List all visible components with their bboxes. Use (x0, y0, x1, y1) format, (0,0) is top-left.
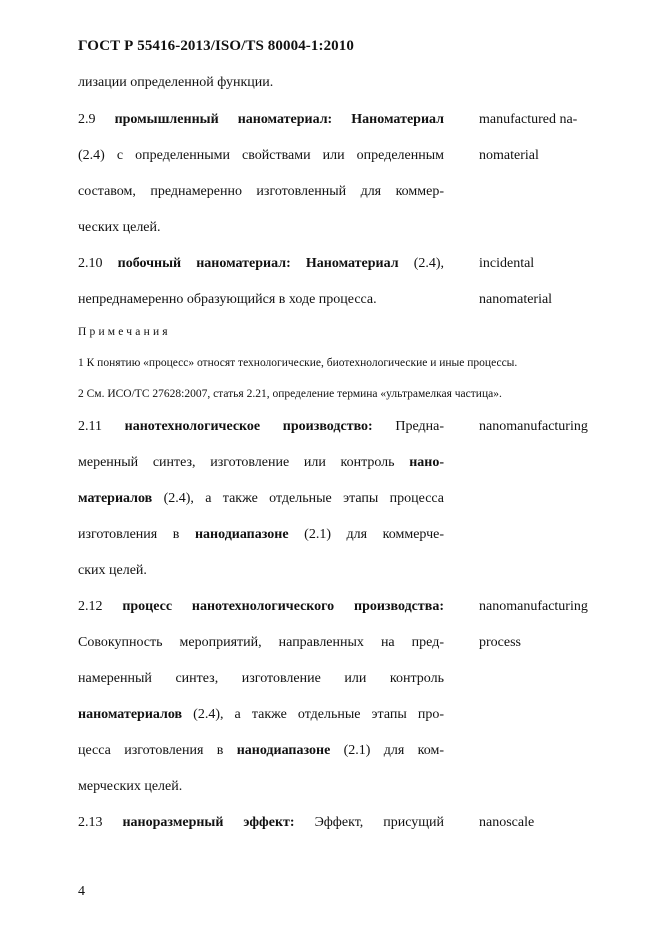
term-text: изготовления в (78, 527, 180, 542)
term-2-11-line-3 (78, 490, 444, 508)
term-2-9-english-2: nomaterial (479, 148, 539, 163)
note-1: 1 К понятию «процесс» относят технологические, биотехнологические и иные процессы. (78, 357, 518, 369)
term-2-9-line-3: составом, преднамеренно изготовленный для коммер- (78, 184, 444, 199)
term-2-13-line-1 (78, 814, 444, 832)
term-reference: нанодиапазоне (236, 743, 331, 758)
term-text: Предна- (395, 419, 445, 434)
term-2-11-english-1: nanomanufacturing (479, 419, 588, 434)
term-2-12-english-2: process (479, 635, 521, 650)
term-number: 2.10 (78, 256, 103, 271)
term-reference: Наноматериал (351, 112, 444, 127)
term-2-10-line-2: непреднамеренно образующийся в ходе процесса. (78, 292, 377, 307)
term-number: 2.9 (78, 112, 96, 127)
term-2-9-english-1: manufactured na- (479, 112, 578, 127)
term-reference: нано- (409, 455, 444, 470)
term-reference: Наноматериал (305, 256, 399, 271)
page-number: 4 (78, 884, 85, 899)
term-2-11-line-4 (78, 526, 444, 544)
term-2-12-line-4 (78, 706, 444, 724)
term-text: цесса изготовления в (78, 743, 224, 758)
term-2-12-line-3: намеренный синтез, изготовление или контроль (78, 671, 444, 686)
term-text: (2.1) для коммерче- (304, 527, 445, 542)
note-2: 2 См. ИСО/ТС 27628:2007, статья 2.21, определение термина «ультрамелкая частица». (78, 388, 502, 400)
term-title: нанотехнологическое производство: (124, 419, 373, 434)
document-header: ГОСТ Р 55416-2013/ISO/TS 80004-1:2010 (78, 38, 354, 54)
term-reference: нанодиапазоне (194, 527, 289, 542)
term-2-9-line-2: (2.4) с определенными свойствами или определенным (78, 148, 444, 163)
term-number: 2.13 (78, 815, 103, 830)
term-text: (2.1) для ком- (343, 743, 445, 758)
term-2-9-line-4: ческих целей. (78, 220, 161, 235)
notes-heading: Примечания (78, 326, 171, 338)
term-2-12-line-2: Совокупность мероприятий, направленных на пред- (78, 635, 444, 650)
term-text: (2.4), а также отдельные этапы процесса (163, 491, 445, 506)
term-title: побочный наноматериал: (117, 256, 291, 271)
term-reference: наноматериалов (78, 707, 183, 722)
continuation-text: лизации определенной функции. (78, 75, 274, 90)
term-text: Эффект, присущий (314, 815, 445, 830)
term-2-12-english-1: nanomanufacturing (479, 599, 588, 614)
term-2-10-english-1: incidental (479, 256, 535, 271)
term-reference: материалов (78, 491, 153, 506)
term-2-9-line-1 (78, 111, 444, 129)
term-2-11-line-1 (78, 418, 444, 436)
term-2-12-line-5 (78, 742, 444, 760)
term-title: промышленный наноматериал: (114, 112, 333, 127)
term-reference-number: (2.4), (413, 256, 445, 271)
term-2-12-line-6: мерческих целей. (78, 779, 183, 794)
term-2-10-english-2: nanomaterial (479, 292, 553, 307)
term-title: наноразмерный эффект: (122, 815, 295, 830)
term-number: 2.11 (78, 419, 102, 434)
term-2-13-english-1: nanoscale (479, 815, 535, 830)
term-2-11-line-5: ских целей. (78, 563, 147, 578)
term-2-12-line-1 (78, 598, 444, 616)
term-text: (2.4), а также отдельные этапы про- (193, 707, 445, 722)
term-2-10-line-1 (78, 255, 444, 273)
term-text: меренный синтез, изготовление или контроль (78, 455, 395, 470)
term-2-11-line-2 (78, 454, 444, 472)
term-number: 2.12 (78, 599, 103, 614)
term-title: процесс нанотехнологического производства: (122, 599, 445, 614)
